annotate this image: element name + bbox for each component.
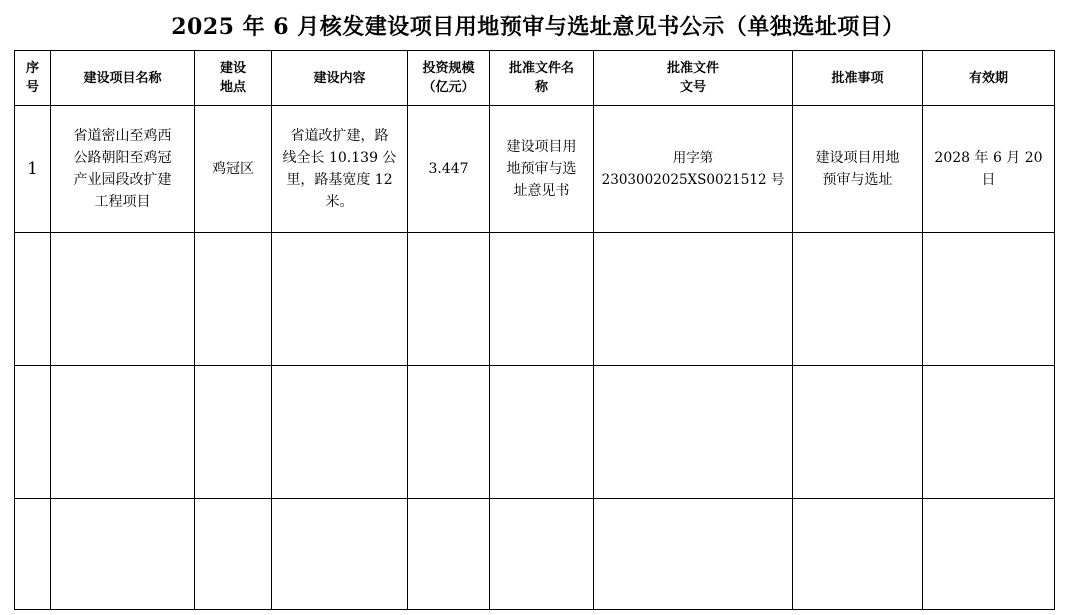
empty-cell — [923, 366, 1055, 499]
cell-validity: 2028 年 6 月 20 日 — [923, 106, 1055, 233]
cell-investment: 3.447 — [408, 106, 490, 233]
header-doc-name: 批准文件名 称 — [490, 51, 594, 106]
approval-table — [14, 50, 1055, 610]
empty-cell — [272, 499, 408, 610]
empty-cell — [195, 233, 272, 366]
cell-approval-item: 建设项目用地 预审与选址 — [793, 106, 923, 233]
empty-cell — [923, 499, 1055, 610]
empty-cell — [51, 366, 195, 499]
empty-cell — [490, 233, 594, 366]
empty-cell — [594, 366, 793, 499]
empty-cell — [490, 499, 594, 610]
cell-content: 省道改扩建，路 线全长 10.139 公 里，路基宽度 12 米。 — [272, 106, 408, 233]
cell-project-name: 省道密山至鸡西 公路朝阳至鸡冠 产业园段改扩建 工程项目 — [51, 106, 195, 233]
header-investment: 投资规模 （亿元） — [408, 51, 490, 106]
empty-table-row — [15, 499, 1055, 610]
empty-table-row — [15, 233, 1055, 366]
cell-doc-name: 建设项目用 地预审与选 址意见书 — [490, 106, 594, 233]
empty-cell — [15, 233, 51, 366]
empty-cell — [272, 366, 408, 499]
header-row — [15, 51, 1055, 106]
header-doc-number: 批准文件 文号 — [594, 51, 793, 106]
empty-cell — [793, 233, 923, 366]
cell-doc-number: 用字第 2303002025XS0021512 号 — [594, 106, 793, 233]
table-row — [15, 106, 1055, 233]
empty-cell — [15, 499, 51, 610]
empty-cell — [594, 499, 793, 610]
cell-seq: 1 — [15, 106, 51, 233]
empty-cell — [408, 233, 490, 366]
empty-cell — [408, 366, 490, 499]
empty-cell — [15, 366, 51, 499]
header-location: 建设 地点 — [195, 51, 272, 106]
empty-cell — [51, 233, 195, 366]
cell-location: 鸡冠区 — [195, 106, 272, 233]
empty-cell — [195, 499, 272, 610]
header-project-name: 建设项目名称 — [51, 51, 195, 106]
empty-cell — [793, 366, 923, 499]
empty-cell — [195, 366, 272, 499]
header-validity: 有效期 — [923, 51, 1055, 106]
empty-table-row — [15, 366, 1055, 499]
header-content: 建设内容 — [272, 51, 408, 106]
header-seq: 序 号 — [15, 51, 51, 106]
empty-cell — [923, 233, 1055, 366]
header-approval-item: 批准事项 — [793, 51, 923, 106]
empty-cell — [408, 499, 490, 610]
empty-cell — [272, 233, 408, 366]
page-title: 2025 年 6 月核发建设项目用地预审与选址意见书公示（单独选址项目） — [171, 14, 905, 40]
empty-cell — [793, 499, 923, 610]
empty-cell — [594, 233, 793, 366]
empty-cell — [51, 499, 195, 610]
empty-cell — [490, 366, 594, 499]
